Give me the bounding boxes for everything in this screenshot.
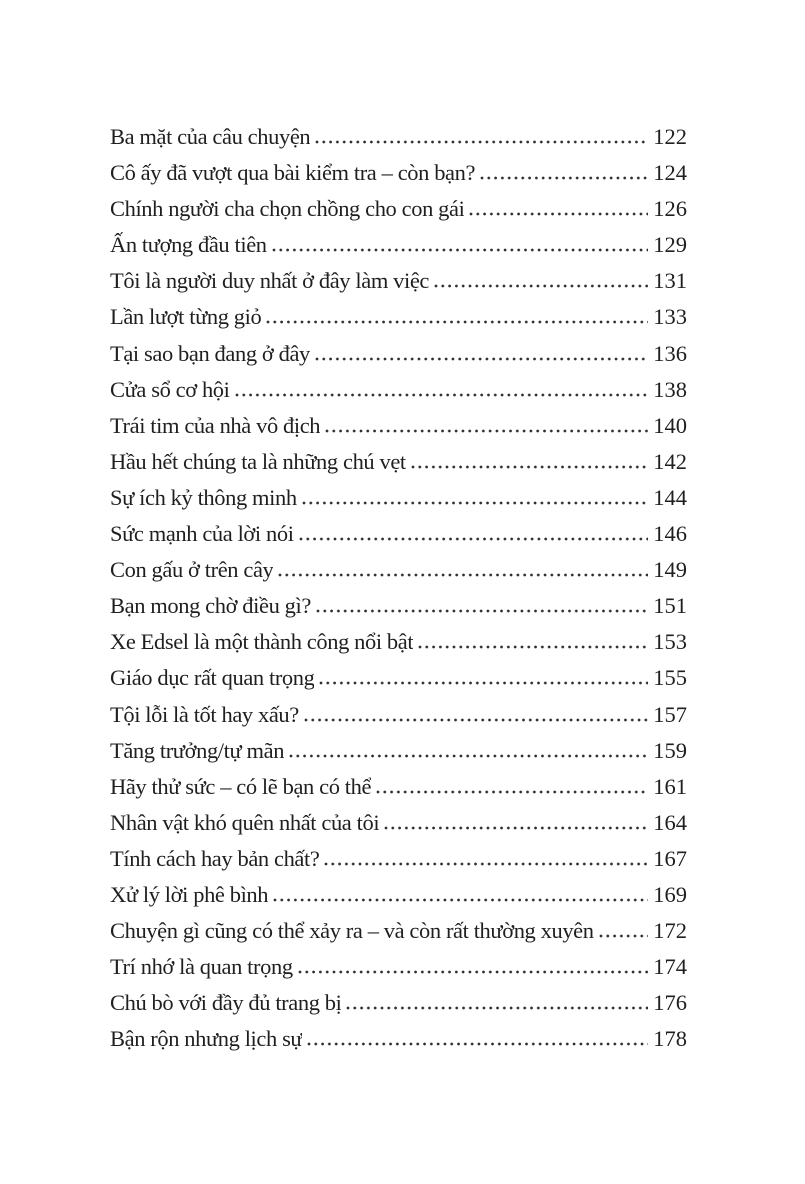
dot-leader xyxy=(480,176,648,180)
toc-list xyxy=(110,119,687,1057)
toc-entry-page-number: 126 xyxy=(653,196,687,222)
dot-leader xyxy=(469,212,648,216)
toc-entry-title: Tại sao bạn đang ở đây xyxy=(110,340,310,366)
dot-leader xyxy=(434,284,648,288)
toc-entry-title: Chuyện gì cũng có thể xảy ra – và còn rất thường xuyên xyxy=(110,918,594,944)
dot-leader xyxy=(272,248,649,252)
toc-entry-page-number: 131 xyxy=(653,268,687,294)
toc-entry-title: Bận rộn nhưng lịch sự xyxy=(110,1026,303,1052)
toc-entry-page-number: 157 xyxy=(653,701,687,727)
toc-entry-title: Bạn mong chờ điều gì? xyxy=(110,593,311,619)
toc-entry-title: Xử lý lời phê bình xyxy=(110,881,269,907)
dot-leader xyxy=(384,826,648,830)
toc-entry xyxy=(110,660,687,696)
toc-entry xyxy=(110,697,687,733)
toc-entry-page-number: 153 xyxy=(653,629,687,655)
toc-entry xyxy=(110,191,687,227)
toc-entry-title: Ba mặt của câu chuyện xyxy=(110,124,311,149)
toc-entry xyxy=(110,805,687,841)
toc-entry-page-number: 176 xyxy=(653,990,687,1016)
toc-entry xyxy=(110,336,687,372)
toc-entry-page-number: 129 xyxy=(653,232,687,258)
toc-entry xyxy=(110,263,687,299)
toc-entry xyxy=(110,985,687,1021)
toc-entry-page-number: 151 xyxy=(653,593,687,619)
toc-entry-title: Sức mạnh của lời nói xyxy=(110,521,294,547)
toc-entry-page-number: 164 xyxy=(653,809,687,835)
dot-leader xyxy=(235,393,649,397)
dot-leader xyxy=(418,645,648,649)
toc-entry xyxy=(110,841,687,877)
toc-entry-title: Trí nhớ là quan trọng xyxy=(110,954,293,980)
toc-entry-page-number: 124 xyxy=(653,160,687,186)
toc-entry-page-number: 122 xyxy=(653,124,687,149)
dot-leader xyxy=(278,573,648,577)
toc-entry-page-number: 142 xyxy=(653,448,687,474)
toc-entry-title: Chính người cha chọn chồng cho con gái xyxy=(110,196,465,222)
toc-entry-title: Sự ích kỷ thông minh xyxy=(110,484,297,510)
toc-entry-title: Hầu hết chúng ta là những chú vẹt xyxy=(110,448,406,474)
toc-entry-title: Tội lỗi là tốt hay xấu? xyxy=(110,701,299,727)
toc-entry-title: Nhân vật khó quên nhất của tôi xyxy=(110,809,380,835)
toc-entry xyxy=(110,480,687,516)
toc-entry-title: Con gấu ở trên cây xyxy=(110,557,274,583)
toc-entry-title: Hãy thử sức – có lẽ bạn có thể xyxy=(110,773,372,799)
toc-entry xyxy=(110,119,687,155)
toc-entry xyxy=(110,372,687,408)
dot-leader xyxy=(299,537,649,541)
toc-entry xyxy=(110,949,687,985)
dot-leader xyxy=(324,862,648,866)
toc-entry xyxy=(110,913,687,949)
dot-leader xyxy=(315,140,648,144)
dot-leader xyxy=(289,754,648,758)
toc-entry xyxy=(110,624,687,660)
toc-entry-page-number: 169 xyxy=(653,881,687,907)
dot-leader xyxy=(315,357,648,361)
toc-entry-page-number: 136 xyxy=(653,340,687,366)
toc-entry-page-number: 140 xyxy=(653,412,687,438)
toc-entry-page-number: 133 xyxy=(653,304,687,330)
toc-entry xyxy=(110,1021,687,1057)
toc-entry xyxy=(110,516,687,552)
dot-leader xyxy=(298,970,649,974)
toc-entry-title: Xe Edsel là một thành công nổi bật xyxy=(110,629,414,655)
toc-entry xyxy=(110,227,687,263)
dot-leader xyxy=(316,609,648,613)
dot-leader xyxy=(325,429,648,433)
toc-entry-page-number: 144 xyxy=(653,484,687,510)
dot-leader xyxy=(376,790,648,794)
toc-entry xyxy=(110,877,687,913)
toc-entry-page-number: 155 xyxy=(653,665,687,691)
toc-entry-page-number: 149 xyxy=(653,557,687,583)
toc-entry-title: Ấn tượng đầu tiên xyxy=(110,232,267,258)
toc-entry-title: Trái tim của nhà vô địch xyxy=(110,412,321,438)
dot-leader xyxy=(266,320,648,324)
toc-entry xyxy=(110,444,687,480)
toc-entry xyxy=(110,155,687,191)
toc-entry-page-number: 178 xyxy=(653,1026,687,1052)
toc-entry-page-number: 172 xyxy=(653,918,687,944)
dot-leader xyxy=(599,934,649,938)
dot-leader xyxy=(319,681,648,685)
toc-entry-title: Lần lượt từng giỏ xyxy=(110,304,262,330)
toc-entry-page-number: 167 xyxy=(653,845,687,871)
toc-entry xyxy=(110,552,687,588)
toc-entry-page-number: 174 xyxy=(653,954,687,980)
dot-leader xyxy=(302,501,649,505)
toc-entry xyxy=(110,733,687,769)
toc-entry-title: Chú bò với đầy đủ trang bị xyxy=(110,990,342,1016)
toc-entry xyxy=(110,769,687,805)
dot-leader xyxy=(304,718,648,722)
dot-leader xyxy=(307,1042,648,1046)
toc-entry-title: Tính cách hay bản chất? xyxy=(110,845,320,871)
dot-leader xyxy=(411,465,648,469)
dot-leader xyxy=(346,1006,648,1010)
toc-entry xyxy=(110,588,687,624)
toc-entry-page-number: 159 xyxy=(653,737,687,763)
toc-entry-page-number: 146 xyxy=(653,521,687,547)
toc-entry xyxy=(110,408,687,444)
toc-entry-title: Cô ấy đã vượt qua bài kiểm tra – còn bạn? xyxy=(110,160,476,186)
toc-entry-title: Tăng trưởng/tự mãn xyxy=(110,737,285,763)
toc-entry-page-number: 161 xyxy=(653,773,687,799)
toc-entry-title: Giáo dục rất quan trọng xyxy=(110,665,315,691)
toc-entry-title: Cửa sổ cơ hội xyxy=(110,376,230,402)
toc-entry-title: Tôi là người duy nhất ở đây làm việc xyxy=(110,268,430,294)
toc-entry xyxy=(110,299,687,335)
toc-entry-page-number: 138 xyxy=(653,376,687,402)
dot-leader xyxy=(273,898,648,902)
